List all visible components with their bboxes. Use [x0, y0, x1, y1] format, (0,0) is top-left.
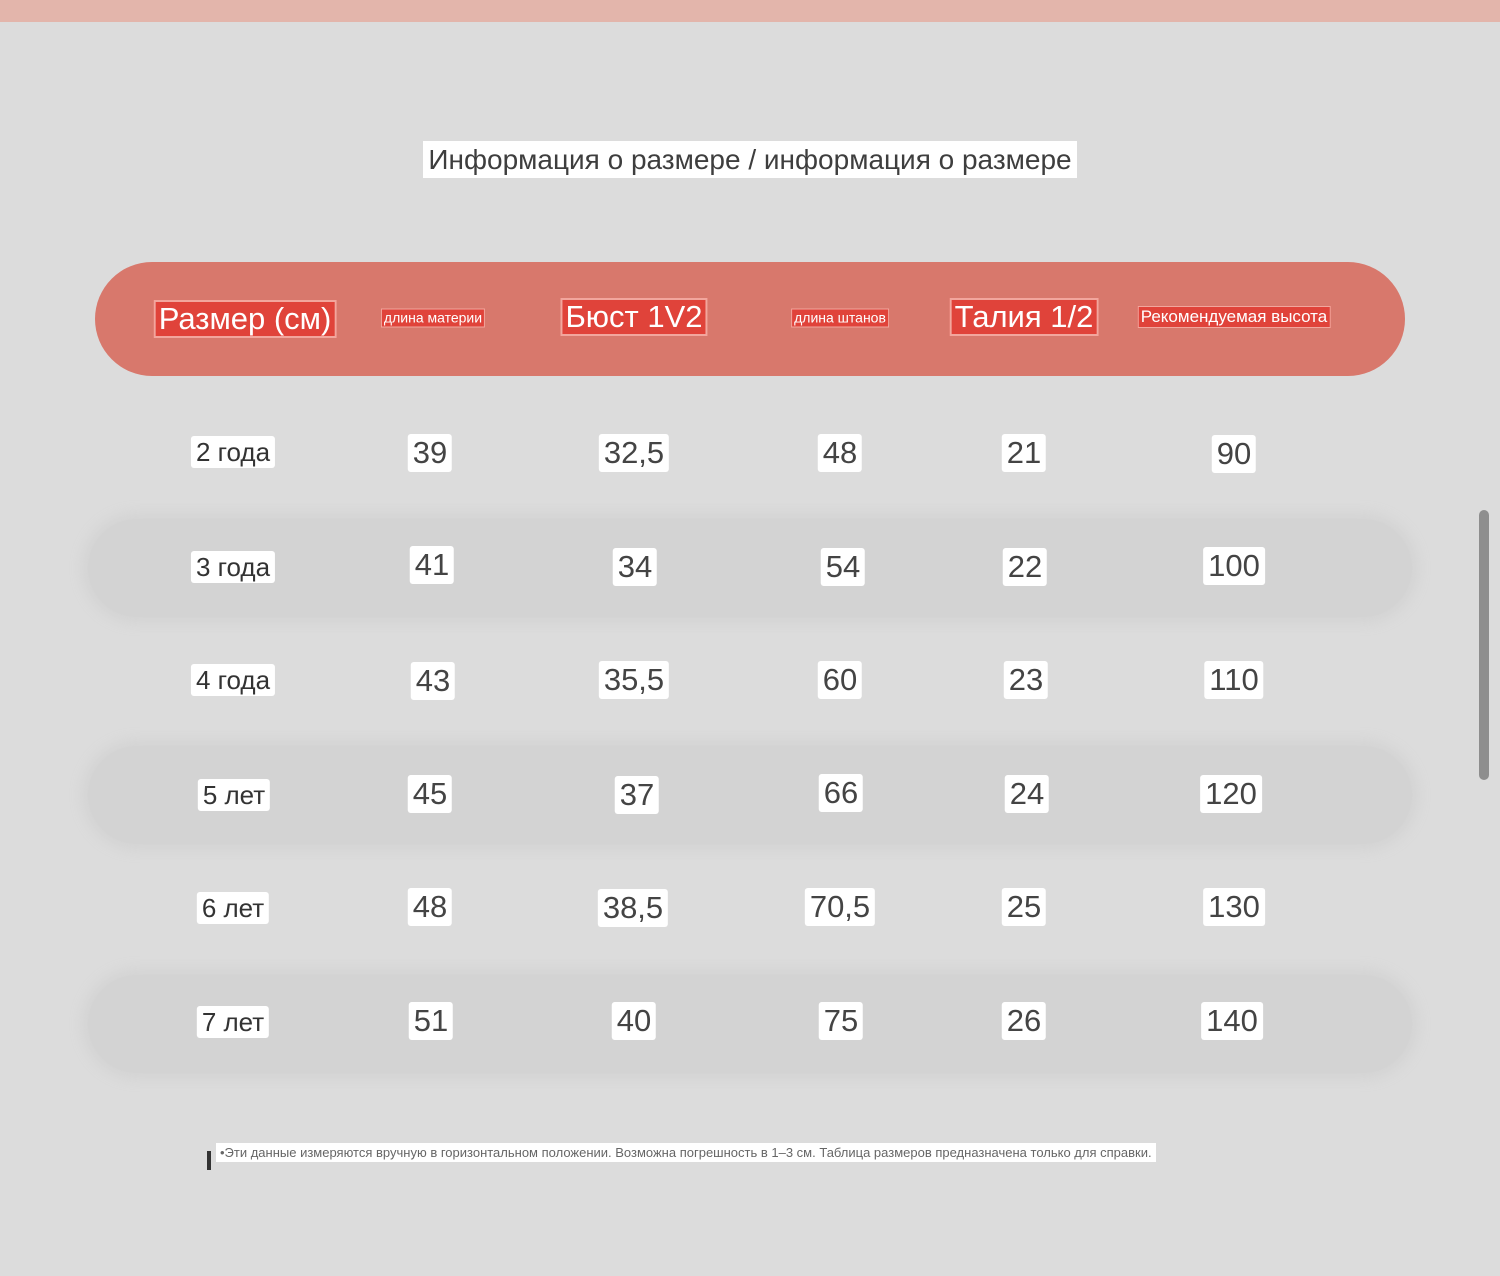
waist-value: 23 — [1004, 661, 1048, 699]
waist-value: 22 — [1003, 548, 1047, 586]
pants-length-value: 66 — [819, 774, 863, 812]
pants-length-value: 60 — [818, 661, 862, 699]
height-value: 140 — [1201, 1002, 1263, 1040]
header-recommended-height: Рекомендуемая высота — [1138, 306, 1331, 328]
pants-length-value: 48 — [818, 434, 862, 472]
height-value: 110 — [1204, 661, 1263, 699]
page-title: Информация о размере / информация о размере — [423, 141, 1076, 178]
waist-value: 21 — [1002, 434, 1046, 472]
scrollbar-thumb[interactable] — [1479, 510, 1489, 780]
row-size: 6 лет — [197, 892, 269, 924]
top-bar — [0, 0, 1500, 22]
row-size: 3 года — [191, 551, 275, 583]
bust-value: 38,5 — [598, 889, 668, 927]
bust-value: 37 — [615, 776, 659, 814]
waist-value: 24 — [1005, 775, 1049, 813]
height-value: 100 — [1203, 547, 1265, 585]
row-size: 5 лет — [198, 779, 270, 811]
row-size: 4 года — [191, 664, 275, 696]
cloth-length-value: 43 — [411, 662, 455, 700]
height-value: 90 — [1212, 435, 1256, 473]
header-size: Размер (см) — [154, 300, 337, 338]
row-size: 7 лет — [197, 1006, 269, 1038]
bust-value: 40 — [612, 1002, 656, 1040]
row-size: 2 года — [191, 436, 275, 468]
cloth-length-value: 39 — [408, 434, 452, 472]
footnote: •Эти данные измеряются вручную в горизонтальном положении. Возможна погрешность в 1–3 см. Таблица размеров предназначена только для справки. — [216, 1143, 1156, 1162]
height-value: 120 — [1200, 775, 1262, 813]
cloth-length-value: 48 — [408, 888, 452, 926]
pants-length-value: 70,5 — [805, 888, 875, 926]
waist-value: 26 — [1002, 1002, 1046, 1040]
cloth-length-value: 41 — [410, 546, 454, 584]
height-value: 130 — [1203, 888, 1265, 926]
header-waist: Талия 1/2 — [950, 298, 1099, 336]
waist-value: 25 — [1002, 888, 1046, 926]
header-pants-length: длина штанов — [791, 309, 889, 328]
header-bust: Бюст 1V2 — [560, 298, 707, 336]
cloth-length-value: 51 — [409, 1002, 453, 1040]
bust-value: 32,5 — [599, 434, 669, 472]
bust-value: 34 — [613, 548, 657, 586]
pants-length-value: 54 — [821, 548, 865, 586]
header-cloth-length: длина материи — [381, 309, 485, 328]
footnote-mark — [207, 1151, 211, 1170]
bust-value: 35,5 — [599, 661, 669, 699]
cloth-length-value: 45 — [408, 775, 452, 813]
page-title-wrapper — [0, 141, 1500, 178]
pants-length-value: 75 — [819, 1002, 863, 1040]
